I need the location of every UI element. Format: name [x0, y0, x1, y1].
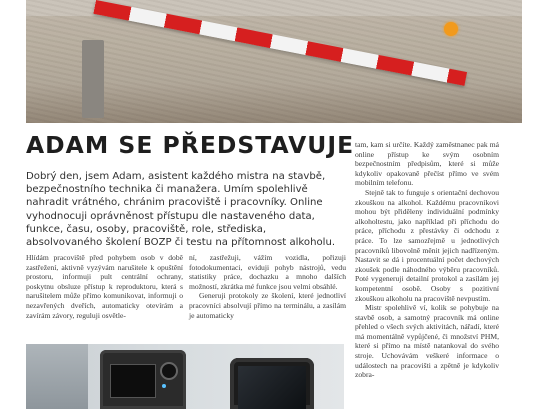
column-1-paragraph: Hlídám pracoviště před pohybem osob v době zastřežení, aktivně vyzývám narušitele k opuštění prostoru, informuji pult centrální ochrany, poskytnu obsluze přístup k reproduktoru, která s narušitelem může přímo komunikovat, informuji o nezavřených dveřích, automaticky otevírám a zavírám závory, reguluji osvětle-	[26, 253, 183, 320]
barrier-post	[82, 40, 104, 118]
article-column-2	[189, 253, 346, 320]
status-led-icon	[162, 384, 166, 388]
article-column-3	[355, 140, 499, 380]
article-column-1	[26, 253, 183, 320]
barrier-light	[444, 22, 458, 36]
column-2-paragraph-2: Generuji protokoly ze školení, které jednotliví pracovníci absolvují přímo na terminálu, a zasílám je automaticky	[189, 291, 346, 320]
barrier-photo	[26, 0, 522, 123]
access-terminal	[100, 350, 186, 409]
terminal-screen	[110, 364, 156, 398]
terminal-photo	[26, 344, 344, 409]
column-3-paragraph-2: Stejně tak to funguje s orientační dechovou zkouškou na alkohol. Každému pracovníkovi mohou být přiděleny individuální podmínky alkoholtestu, jako například při příchodu do práce, příchodu z přestávky či odchodu z práce. To lze samozřejmě u jednotlivých pracovníků libovolně měnit jejich nadřízeným. Nastavit se dá i procentuální počet dechových zkoušek podle náhodného výběru pracovníků. Poté vygeneruji detailní protokol a zasílám jej kompetentní osobě. Osoby s pozitivní zkouškou alkoholu na pracoviště nevpustím.	[355, 187, 499, 303]
tablet-terminal	[230, 358, 314, 409]
article-lead: Dobrý den, jsem Adam, asistent každého mistra na stavbě, bezpečnostního technika či manažera. Umím spolehlivě nahradit vrátného, chránim pracoviště i pracovníky. Online vyhodnocuji oprávněnost přístupu dle nastaveného data, funkce, času, osoby, pracoviště, role, střediska, absolvovaného školení BOZP či testu na přítomnost alkoholu.	[26, 171, 336, 249]
column-2-paragraph-1: ní, zastřežuji, vážím vozidla, pořizuji fotodokumentaci, eviduji pohyb nástrojů, vedu statistiky práce, dochazku a mnoho dalších možností, zkrátka mé funkce jsou velmi obsáhlé.	[189, 253, 346, 291]
column-3-paragraph-3: Mistr spolehlivě ví, kolik se pohybuje na stavbě osob, a samotný pracovník má online přehled o všech svých aktivitách, nářadí, které má momentálně vypůjčené, či množství PHM, které si přímo na místě natankoval do svého stroje. Uchovávám veškeré informace o událostech na pracovišti a zpětně je kdykoliv zobra-	[355, 303, 499, 380]
column-3-paragraph-1: tam, kam si určíte. Každý zaměstnanec pak má online přístup ke svým osobním bezpečnostním předpisům, které si může kdykoliv opakovaně přečíst přímo ve svém mobilním telefonu.	[355, 140, 499, 188]
camera-icon	[160, 362, 178, 380]
article-title: ADAM SE PŘEDSTAVUJE	[26, 133, 355, 159]
tablet-screen	[238, 366, 306, 409]
terminal-stand	[26, 344, 88, 409]
